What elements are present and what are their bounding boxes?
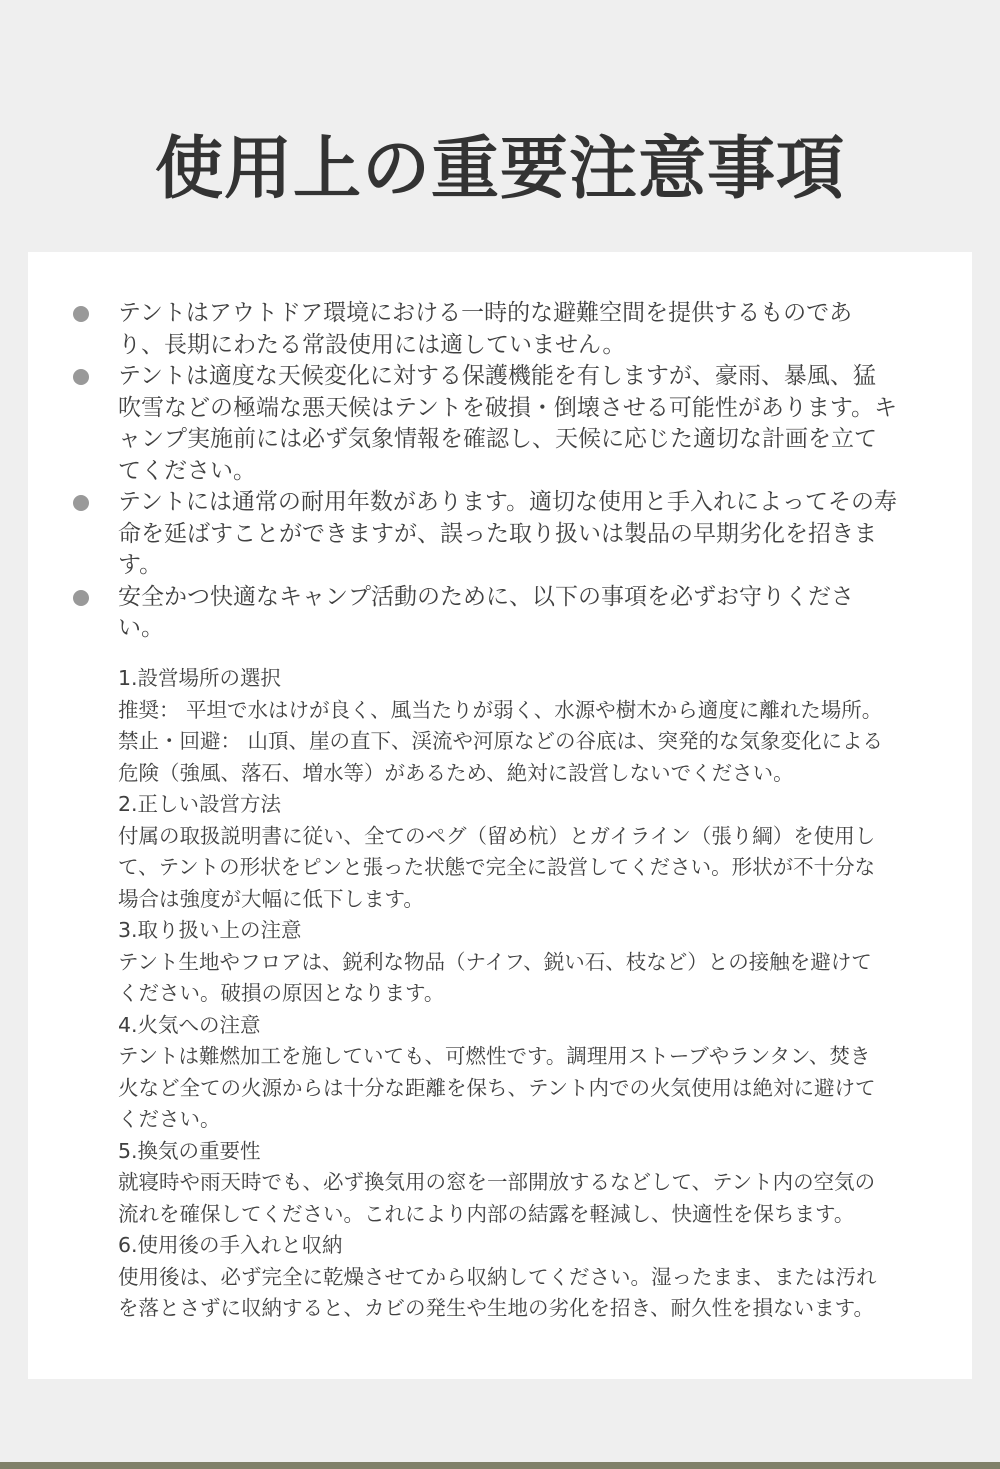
instruction-sections (118, 663, 928, 1325)
section-ventilation (118, 1136, 928, 1231)
bottom-bar (0, 1462, 1000, 1469)
section-text: 流れを確保してください。これにより内部の結露を軽減し、快適性を保ちます。 (118, 1201, 855, 1226)
section-text: て、テントの形状をピンと張った状態で完全に設営してください。形状が不十分な (118, 855, 876, 879)
page-title: 使用上の重要注意事項 (154, 130, 845, 209)
bullet-item (28, 361, 898, 487)
content-card (28, 252, 972, 1379)
section-text: 危険（強風、落石、増水等）があるため、絶対に設営しないでください。 (118, 760, 794, 785)
bullet-dot-icon (73, 590, 89, 606)
section-text: テントは難燃加工を施していても、可燃性です。調理用ストーブやランタン、焚き (118, 1044, 871, 1068)
bullet-item (28, 582, 898, 645)
section-heading: 1.設営場所の選択 (118, 666, 282, 690)
section-site-selection (118, 663, 928, 789)
section-setup-method (118, 789, 928, 915)
section-heading: 3.取り扱い上の注意 (118, 918, 302, 942)
section-heading: 2.正しい設営方法 (118, 792, 282, 816)
bullet-text: 安全かつ快適なキャンプ活動のために、以下の事項を必ずお守りください。 (118, 583, 854, 641)
section-heading: 5.換気の重要性 (118, 1138, 261, 1163)
section-text: 推奨： 平坦で水はけが良く、風当たりが弱く、水源や樹木から適度に離れた場所。 (118, 697, 883, 722)
section-text: 付属の取扱説明書に従い、全てのペグ（留め杭）とガイライン（張り綱）を使用し (118, 823, 876, 848)
bullet-dot-icon (73, 369, 89, 385)
section-text: 禁止・回避： 山頂、崖の直下、渓流や河原などの谷底は、突発的な気象変化による (118, 729, 884, 753)
section-text: を落とさずに収納すると、カビの発生や生地の劣化を招き、耐久性を損ないます。 (118, 1296, 875, 1320)
bullet-text: テントはアウトドア環境における一時的な避難空間を提供するものであり、長期にわたる常設使用には適していません。 (118, 300, 853, 358)
section-text: ください。 (118, 1107, 221, 1131)
section-text: 火など全ての火源からは十分な距離を保ち、テント内での火気使用は絶対に避けて (118, 1075, 876, 1100)
bullet-text: テントには通常の耐用年数があります。適切な使用と手入れによってその寿命を延ばすことができますが、誤った取り扱いは製品の早期劣化を招きます。 (118, 489, 898, 578)
bullet-text: テントは適度な天候変化に対する保護機能を有しますが、豪雨、暴風、猛吹雪などの極端な悪天候はテントを破損・倒壊させる可能性があります。キャンプ実施前には必ず気象情報を確認し、天候に応じた適切な計画を立ててください。 (118, 363, 898, 484)
section-text: 使用後は、必ず完全に乾燥させてから収納してください。湿ったまま、または汚れ (118, 1264, 877, 1289)
bullet-list (28, 298, 972, 645)
section-text: 就寝時や雨天時でも、必ず換気用の窓を一部開放するなどして、テント内の空気の (118, 1170, 876, 1194)
section-care-storage (118, 1230, 928, 1325)
section-text: ください。破損の原因となります。 (118, 981, 445, 1005)
section-fire-caution (118, 1010, 928, 1136)
section-text: 場合は強度が大幅に低下します。 (118, 886, 424, 911)
section-text: テント生地やフロアは、鋭利な物品（ナイフ、鋭い石、枝など）との接触を避けて (118, 949, 872, 974)
bullet-item (28, 487, 898, 582)
bullet-dot-icon (73, 306, 89, 322)
section-handling (118, 915, 928, 1010)
bullet-item (28, 298, 898, 361)
section-heading: 6.使用後の手入れと収納 (118, 1233, 343, 1257)
section-heading: 4.火気への注意 (118, 1012, 261, 1037)
bullet-dot-icon (73, 495, 89, 511)
